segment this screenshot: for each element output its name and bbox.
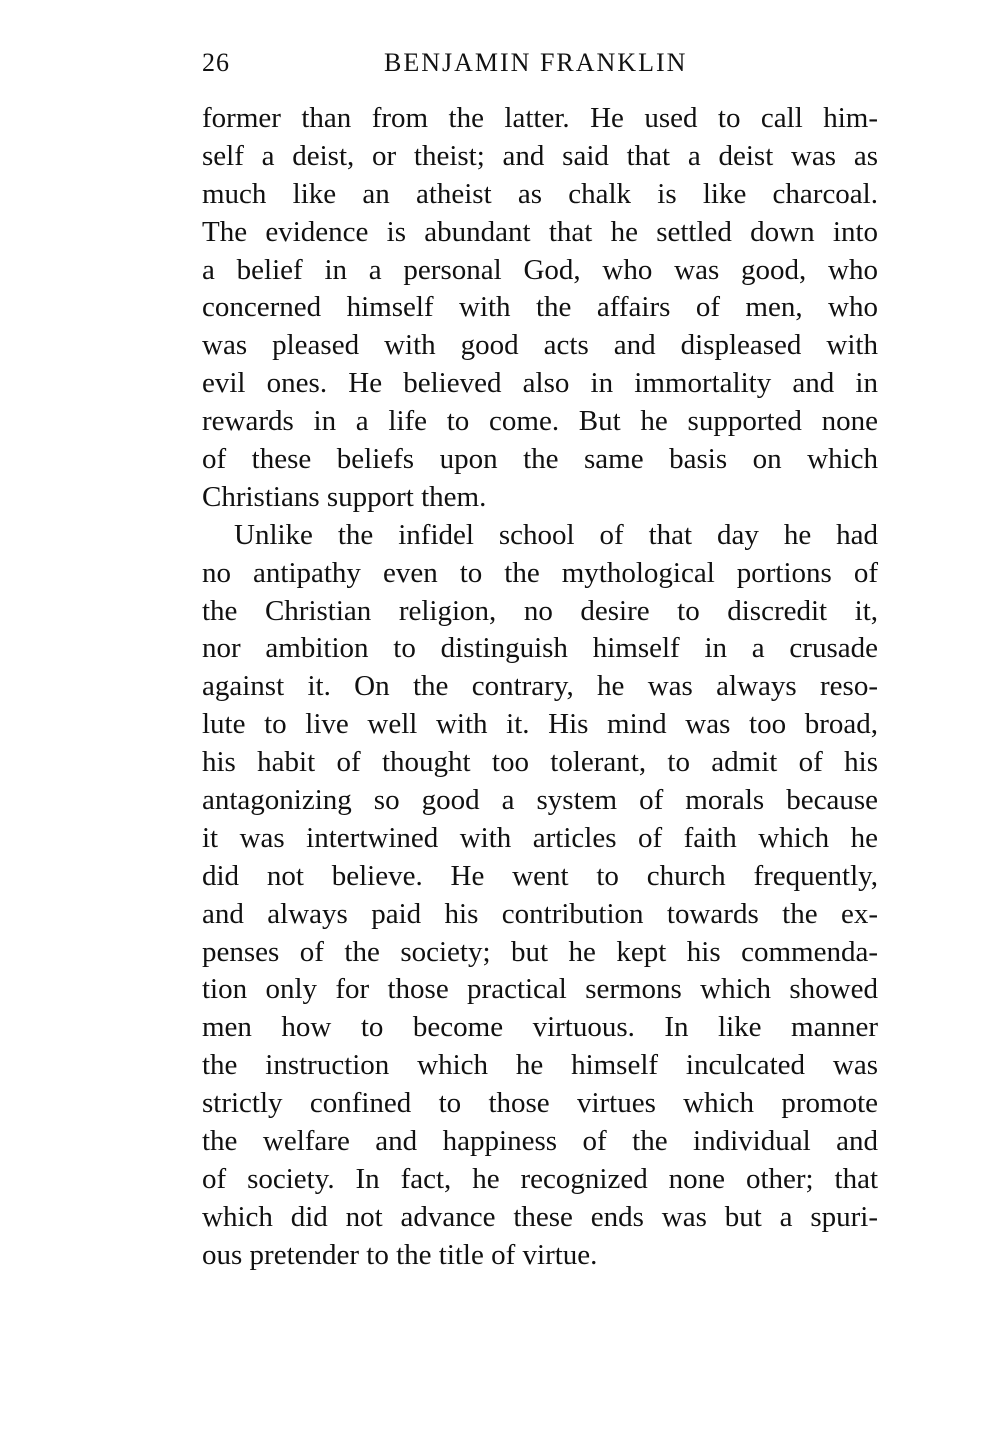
page-number: 26: [202, 48, 230, 77]
text-line: self a deist, or theist; and said that a deist was as: [202, 139, 878, 172]
page-header: [202, 44, 878, 84]
text-line: ous pretender to the title of virtue.: [202, 1238, 598, 1271]
text-line: evil ones. He believed also in immortality and in: [202, 367, 878, 400]
text-line: antagonizing so good a system of morals because: [202, 784, 878, 817]
text-line: concerned himself with the affairs of men, who: [202, 291, 878, 324]
text-line: the instruction which he himself inculcated was: [202, 1049, 878, 1082]
text-line: men how to become virtuous. In like manner: [202, 1011, 878, 1044]
text-line: and always paid his contribution towards the ex-: [202, 897, 878, 930]
body-text: [202, 100, 878, 1275]
text-line: Unlike the infidel school of that day he had: [234, 518, 878, 551]
running-title: BENJAMIN FRANKLIN: [384, 48, 688, 77]
text-line: his habit of thought too tolerant, to admit of his: [202, 746, 878, 779]
text-line: strictly confined to those virtues which promote: [202, 1087, 878, 1120]
text-line: much like an atheist as chalk is like charcoal.: [202, 177, 878, 210]
text-line: the Christian religion, no desire to discredit it,: [202, 594, 878, 627]
text-line: did not believe. He went to church frequently,: [202, 859, 878, 892]
text-line: the welfare and happiness of the individual and: [202, 1125, 878, 1158]
text-line: no antipathy even to the mythological portions of: [202, 556, 878, 589]
text-line: rewards in a life to come. But he supported none: [202, 405, 878, 438]
text-line: Christians support them.: [202, 480, 487, 513]
text-line: former than from the latter. He used to call him-: [202, 102, 878, 134]
paragraph-1: [202, 100, 878, 517]
text-line: of these beliefs upon the same basis on which: [202, 443, 878, 476]
text-line: penses of the society; but he kept his commenda-: [202, 935, 878, 968]
text-line: which did not advance these ends was but a spuri-: [202, 1200, 878, 1233]
text-line: a belief in a personal God, who was good, who: [202, 253, 878, 286]
text-line: of society. In fact, he recognized none other; that: [202, 1162, 878, 1195]
text-line: tion only for those practical sermons which showed: [202, 973, 878, 1006]
text-line: was pleased with good acts and displeased with: [202, 329, 878, 362]
text-line: The evidence is abundant that he settled down into: [202, 215, 878, 248]
text-line: against it. On the contrary, he was always reso-: [202, 670, 878, 703]
text-line: nor ambition to distinguish himself in a crusade: [202, 632, 878, 665]
text-line: it was intertwined with articles of faith which he: [202, 821, 878, 854]
paragraph-2: [202, 517, 878, 1275]
text-line: lute to live well with it. His mind was too broad,: [202, 708, 878, 741]
